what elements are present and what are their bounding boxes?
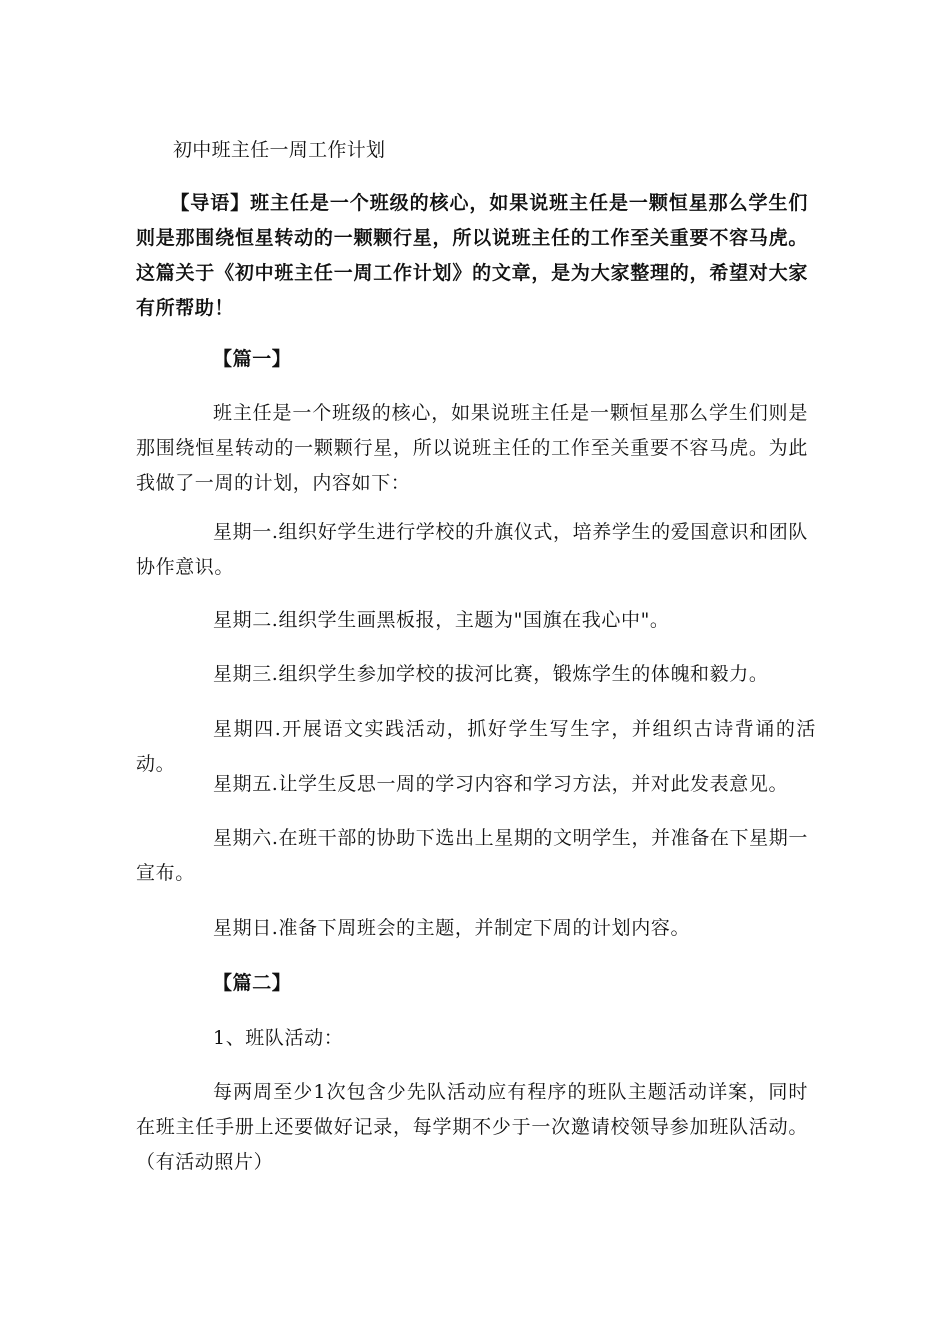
section1-heading: [136, 342, 808, 377]
day-item-thursday: 星期四.开展语文实践活动，抓好学生写生字，并组织古诗背诵的活动。: [136, 718, 816, 775]
day-item-monday: 星期一.组织好学生进行学校的升旗仪式，培养学生的爱国意识和团队协作意识。: [136, 521, 808, 578]
document-title: 初中班主任一周工作计划: [173, 139, 386, 161]
day-item-sunday: 星期日.准备下周班会的主题，并制定下周的计划内容。: [213, 917, 691, 939]
section2-heading-text: 【篇二】: [213, 972, 292, 994]
day-item-wednesday: 星期三.组织学生参加学校的拔河比赛，锻炼学生的体魄和毅力。: [213, 663, 769, 685]
section2-paragraph: 每两周至少1次包含少先队活动应有程序的班队主题活动详案，同时在班主任手册上还要做好记录，每学期不少于一次邀请校领导参加班队活动。（有活动照片）: [136, 1081, 808, 1173]
intro-text: 【导语】班主任是一个班级的核心，如果说班主任是一颗恒星那么学生们则是那围绕恒星转动的一颗颗行星，所以说班主任的工作至关重要不容马虎。这篇关于《初中班主任一周工作计划》的文章，是为大家整理的，希望对大家有所帮助！: [136, 192, 808, 319]
section2-heading: [136, 966, 808, 1001]
day-item-friday: 星期五.让学生反思一周的学习内容和学习方法，并对此发表意见。: [213, 773, 789, 795]
intro-paragraph: [136, 186, 808, 326]
section1-paragraph: 班主任是一个班级的核心，如果说班主任是一颗恒星那么学生们则是那围绕恒星转动的一颗颗行星，所以说班主任的工作至关重要不容马虎。为此我做了一周的计划，内容如下：: [136, 402, 808, 494]
section1-heading-text: 【篇一】: [213, 348, 292, 370]
day-item-tuesday: 星期二.组织学生画黑板报，主题为"国旗在我心中"。: [213, 609, 670, 631]
section2-item-1: 1、班队活动：: [213, 1027, 344, 1049]
day-item-saturday: 星期六.在班干部的协助下选出上星期的文明学生，并准备在下星期一宣布。: [136, 827, 808, 884]
